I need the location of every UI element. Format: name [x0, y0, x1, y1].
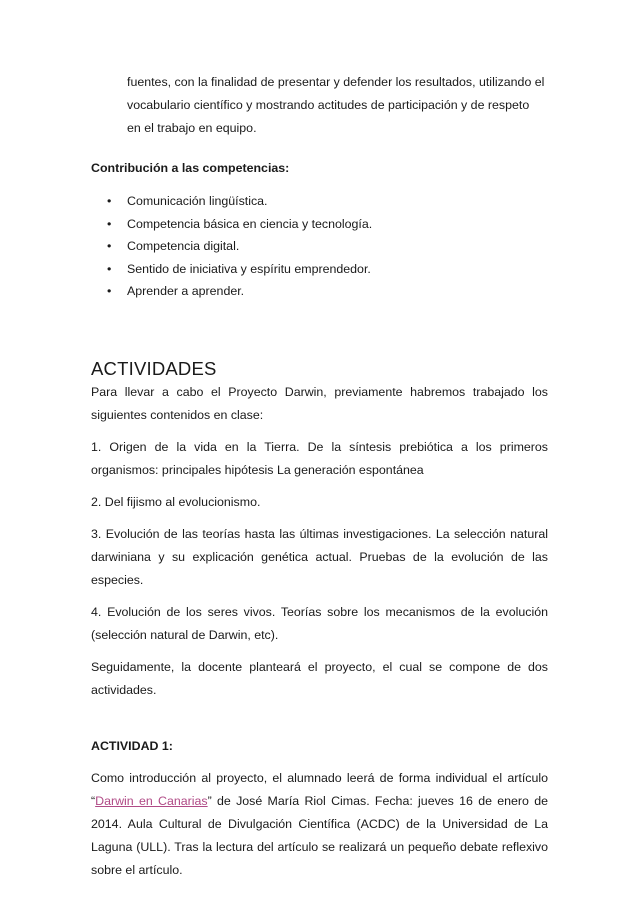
actividad1-text-before: Como introducción al proyecto, el alumnado leerá de forma individual el artículo “ — [91, 770, 548, 808]
actividad1-text-after: ” de José María Riol Cimas. Fecha: jueves 16 de enero de 2014. Aula Cultural de Divulgación Científica (ACDC) de la Universidad de La Laguna (ULL). Tras la lectura del artículo se realizará un pequeño debate reflexivo sobre el artículo. — [91, 793, 548, 877]
top-paragraph-line-3: en el trabajo en equipo. — [127, 121, 257, 135]
list-item-text: Comunicación lingüística. — [127, 194, 268, 208]
bullet-icon: • — [107, 284, 112, 298]
bullet-icon: • — [107, 194, 112, 208]
list-item — [91, 280, 548, 303]
top-paragraph — [91, 71, 548, 140]
content-item-4: 4. Evolución de los seres vivos. Teorías sobre los mecanismos de la evolución (selección natural de Darwin, etc). — [91, 604, 548, 642]
top-paragraph-line-2: vocabulario científico y mostrando actitudes de participación y de respeto — [127, 98, 530, 112]
competencias-list — [91, 190, 548, 303]
list-item — [91, 213, 548, 236]
actividad1-heading: ACTIVIDAD 1: — [91, 738, 173, 753]
list-item-text: Sentido de iniciativa y espíritu emprendedor. — [127, 261, 371, 276]
content-item-3: 3. Evolución de las teorías hasta las últimas investigaciones. La selección natural darwiniana y su explicación genética actual. Pruebas de la evolución de las especies. — [91, 526, 548, 587]
list-item-text: Competencia digital. — [127, 239, 240, 253]
bullet-icon: • — [107, 216, 112, 231]
list-item-text: Competencia básica en ciencia y tecnología. — [127, 216, 373, 231]
actividad1-paragraph — [91, 767, 548, 882]
bullet-icon: • — [107, 261, 112, 276]
competencias-heading: Contribución a las competencias: — [91, 161, 290, 175]
content-item-2: 2. Del fijismo al evolucionismo. — [91, 494, 261, 509]
actividades-followup: Seguidamente, la docente planteará el proyecto, el cual se compone de dos actividades. — [91, 659, 548, 697]
list-item-text: Aprender a aprender. — [127, 284, 245, 298]
list-item — [91, 190, 548, 213]
list-item — [91, 235, 548, 258]
content-item-1: 1. Origen de la vida en la Tierra. De la síntesis prebiótica a los primeros organismos: principales hipótesis La generación espontánea — [91, 439, 548, 477]
list-item — [91, 258, 548, 281]
actividades-intro: Para llevar a cabo el Proyecto Darwin, previamente habremos trabajado los siguientes contenidos en clase: — [91, 384, 548, 422]
section-title: ACTIVIDADES — [91, 357, 217, 379]
top-paragraph-line-1: fuentes, con la finalidad de presentar y defender los resultados, utilizando el — [127, 75, 545, 89]
darwin-en-canarias-link[interactable]: Darwin en Canarias — [95, 793, 208, 808]
bullet-icon: • — [107, 239, 112, 253]
